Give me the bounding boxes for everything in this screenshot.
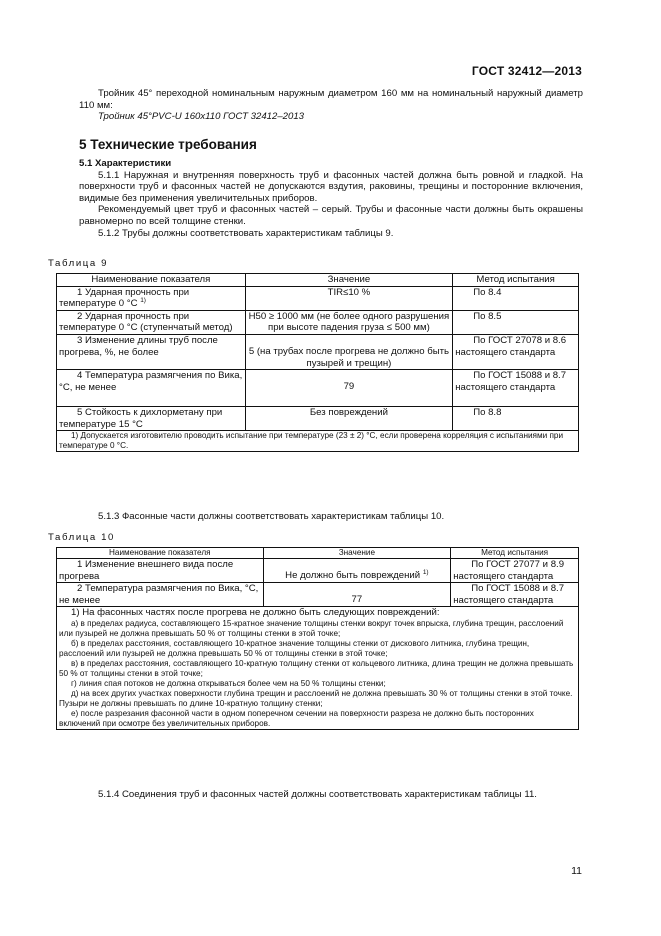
paragraph-block-513 bbox=[79, 511, 583, 523]
header-cell: Значение bbox=[263, 548, 451, 559]
row-value: 77 bbox=[263, 583, 451, 607]
row-method: По ГОСТ 15088 и 8.7 настоящего стандарта bbox=[453, 370, 579, 407]
footnote-ref: 1) bbox=[422, 568, 429, 576]
header-cell: Наименование показателя bbox=[57, 274, 246, 287]
table-footnote-row bbox=[57, 607, 579, 730]
section-title: 5 Технические требования bbox=[79, 137, 257, 152]
header-cell: Метод испытания bbox=[451, 548, 579, 559]
table-row bbox=[57, 583, 579, 607]
standard-header: ГОСТ 32412—2013 bbox=[471, 64, 582, 78]
table-header-row bbox=[57, 274, 579, 287]
paragraph-5-1-2: 5.1.2 Трубы должны соответствовать характеристикам таблицы 9. bbox=[98, 227, 394, 239]
table-row bbox=[57, 310, 579, 334]
table9-label: Таблица 9 bbox=[48, 258, 109, 269]
row-method: По ГОСТ 27078 и 8.6 настоящего стандарта bbox=[453, 334, 579, 369]
row-value: Н50 ≥ 1000 мм (не более одного разрушения при высоте падения груза ≤ 500 мм) bbox=[245, 310, 453, 334]
row-method: По 8.4 bbox=[453, 286, 579, 310]
example-designation: Тройник 45°PVC-U 160х110 ГОСТ 32412–2013 bbox=[98, 111, 304, 123]
row-name: 5 Стойкость к дихлорметану при температуре 15 °С bbox=[57, 407, 246, 431]
page-number: 11 bbox=[571, 865, 582, 877]
table-row bbox=[57, 370, 579, 407]
row-name: 1 Изменение внешнего вида после прогрева bbox=[57, 559, 264, 583]
table-footnote-row bbox=[57, 431, 579, 452]
row-name: 4 Температура размягчения по Вика, °С, не менее bbox=[57, 370, 246, 407]
row-name: 1 Ударная прочность при температуре 0 °С $^{1)}$ bbox=[57, 286, 246, 310]
footnote-ref: 1) bbox=[140, 297, 146, 304]
section-body bbox=[79, 158, 583, 239]
table-header-row bbox=[57, 548, 579, 559]
table10-label: Таблица 10 bbox=[48, 532, 115, 543]
intro-block bbox=[79, 88, 583, 123]
row-name: 3 Изменение длины труб после прогрева, %, не более bbox=[57, 334, 246, 369]
table-row bbox=[57, 407, 579, 431]
table-row bbox=[57, 286, 579, 310]
table-9 bbox=[56, 273, 579, 452]
example-text: Тройник 45° переходной номинальным наружным диаметром 160 мм на номинальный наружный диаметр 110 мм: bbox=[79, 88, 583, 111]
table-row bbox=[57, 334, 579, 369]
paragraph-block-514 bbox=[79, 789, 583, 801]
table10-footnote: 1) На фасонных частях после прогрева не должно быть следующих повреждений: а) в пределах радиуса, составляющего 15-кратное значение толщины стенки вокруг точек впрыска, глубина трещин, расслоений или пузырей не должна превышать 50 % от толщины стенки в этой точке; б) в пределах расстояния, составляющего 10-кратное значение толщины стенки от дискового литника, глубина трещин, расслоений или пузырей не должна превышать 50 % от толщины стенки в этой точке; в) в пределах расстояния, составляющего 10-кратную толщину стенки от кольцевого литника, длина трещин не должна превышать 50 % от толщины стенки в этой точке; г) линия спая потоков не должна открываться более чем на 50 % толщины стенки; д) на всех других участках поверхности глубина трещин и расслоений не должна превышать 30 % от толщины стенки в этой точке. Пузыри не должны превышать по длине 10-кратную толщину стенки; е) после разрезания фасонной части в одном поперечном сечении на поверхности разреза не должно быть посторонних включений при осмотре без увеличительных приборов. bbox=[57, 607, 579, 730]
paragraph-5-1-4: 5.1.4 Соединения труб и фасонных частей должны соответствовать характеристикам таблицы 11. bbox=[98, 789, 537, 800]
table-10 bbox=[56, 547, 579, 730]
row-value: 79 bbox=[245, 370, 453, 407]
header-cell: Значение bbox=[245, 274, 453, 287]
row-method: По ГОСТ 27077 и 8.9 настоящего стандарта bbox=[451, 559, 579, 583]
row-name: 2 Ударная прочность при температуре 0 °С (ступенчатый метод) bbox=[57, 310, 246, 334]
header-cell: Наименование показателя bbox=[57, 548, 264, 559]
header-cell: Метод испытания bbox=[453, 274, 579, 287]
table9-footnote: 1) Допускается изготовителю проводить испытание при температуре (23 ± 2) °С, если проверена корреляция с испытаниями при температуре 0 °С. bbox=[57, 431, 579, 452]
paragraph-5-1-3: 5.1.3 Фасонные части должны соответствовать характеристикам таблицы 10. bbox=[98, 511, 445, 522]
row-value: TIR≤10 % bbox=[245, 286, 453, 310]
row-value: Не должно быть повреждений $^{1)}$ bbox=[263, 559, 451, 583]
row-name: 2 Температура размягчения по Вика, °С, не менее bbox=[57, 583, 264, 607]
paragraph-5-1-1: 5.1.1 Наружная и внутренняя поверхность труб и фасонных частей должна быть ровной и гладкой. На поверхности труб и фасонных частей не допускаются вздутия, раковины, трещины и посторонние включения, видимые без применения увеличительных приборов. bbox=[79, 169, 583, 204]
subsection-title: 5.1 Характеристики bbox=[79, 158, 172, 169]
row-value: Без повреждений bbox=[245, 407, 453, 431]
row-value: 5 (на трубах после прогрева не должно быть пузырей и трещин) bbox=[245, 334, 453, 369]
table-row bbox=[57, 559, 579, 583]
row-method: По 8.8 bbox=[453, 407, 579, 431]
row-method: По ГОСТ 15088 и 8.7 настоящего стандарта bbox=[451, 583, 579, 607]
paragraph-color: Рекомендуемый цвет труб и фасонных частей – серый. Трубы и фасонные части должны быть окрашены равномерно по всей толщине стенки. bbox=[79, 204, 583, 227]
row-method: По 8.5 bbox=[453, 310, 579, 334]
